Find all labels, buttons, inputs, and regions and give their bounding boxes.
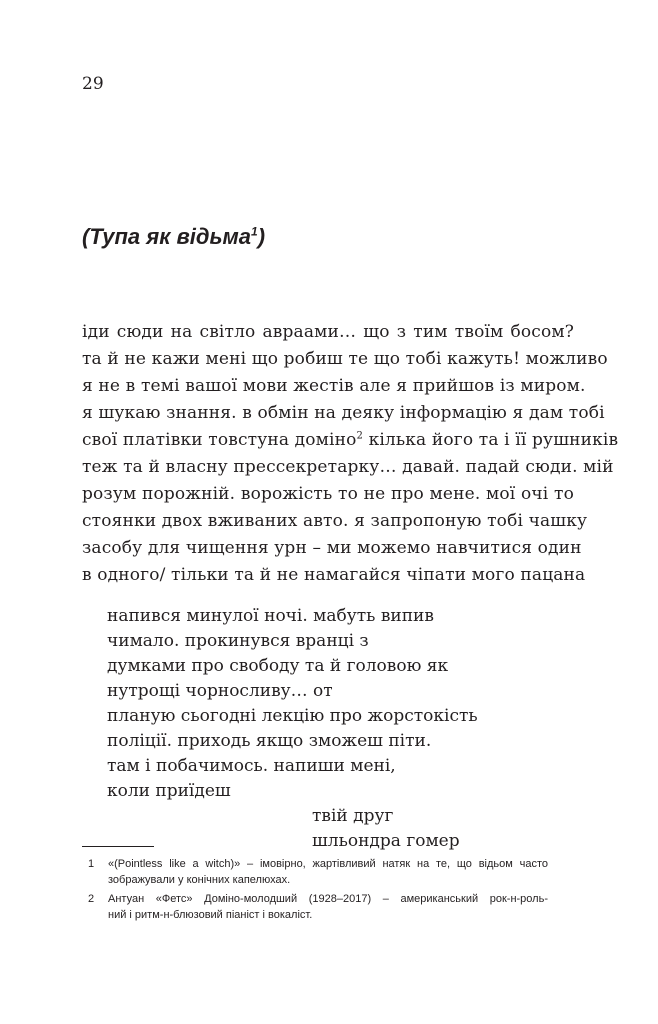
page-title: [82, 224, 265, 250]
poem-line: поліції. приходь якщо зможеш піти.: [107, 731, 432, 751]
poem-line: нутрощі чорносливу… от: [107, 681, 333, 701]
paragraph-line: [82, 428, 619, 452]
paragraph-line: розум порожній. ворожість то не про мене. мої очі то: [82, 484, 574, 504]
footnote-ref-2: 2: [356, 430, 364, 442]
line-text: свої платівки товстуна доміно: [82, 430, 357, 450]
footnote-line: зображували у конічних капелюхах.: [108, 874, 291, 886]
paragraph-line: я не в темі вашої мови жестів але я прийшов із миром.: [82, 376, 586, 396]
paragraph-line: теж та й власну прессекретарку… давай. падай сюди. мій: [82, 457, 614, 477]
paragraph-line: я шукаю знання. в обмін на деяку інформацію я дам тобі: [82, 403, 605, 423]
footnote-line: ний і ритм-н-блюзовий піаніст і вокаліст.: [108, 909, 313, 921]
footnote-line: Антуан «Фетс» Доміно-молодший (1928–2017) – американський рок-н-роль-: [108, 893, 548, 905]
poem-line: планую сьогодні лекцію про жорстокість: [107, 706, 478, 726]
poem-line: напився минулої ночі. мабуть випив: [107, 606, 434, 626]
paragraph-line: в одного/ тільки та й не намагайся чіпати мого пацана: [82, 565, 586, 585]
poem-line: коли приїдеш: [107, 781, 231, 801]
poem-line: думками про свободу та й головою як: [107, 656, 449, 676]
signature-line: твій друг: [312, 806, 394, 826]
paragraph-line: іди сюди на світло авраами… що з тим твоїм босом?: [82, 322, 574, 342]
footnote-number: 2: [88, 893, 95, 905]
page-number: 29: [82, 74, 104, 94]
title-close: ): [257, 224, 266, 249]
poem-line: там і побачимось. напиши мені,: [107, 756, 396, 776]
line-text: кілька його та і її рушників: [363, 430, 619, 450]
title-text: (Тупа як відьма: [82, 224, 252, 249]
footnote-number: 1: [88, 858, 95, 870]
footnote-divider: [82, 846, 154, 847]
footnote-line: «(Pointless like a witch)» – імовірно, жартівливий натяк на те, що відьом часто: [108, 858, 548, 870]
paragraph-line: та й не кажи мені що робиш те що тобі кажуть! можливо: [82, 349, 608, 369]
poem-line: чимало. прокинувся вранці з: [107, 631, 369, 651]
paragraph-line: засобу для чищення урн – ми можемо навчитися один: [82, 538, 582, 558]
signature-line: шльондра гомер: [312, 831, 460, 851]
footnote-ref-1: 1: [251, 224, 258, 239]
paragraph-line: стоянки двох вживаних авто. я запропоную тобі чашку: [82, 511, 588, 531]
